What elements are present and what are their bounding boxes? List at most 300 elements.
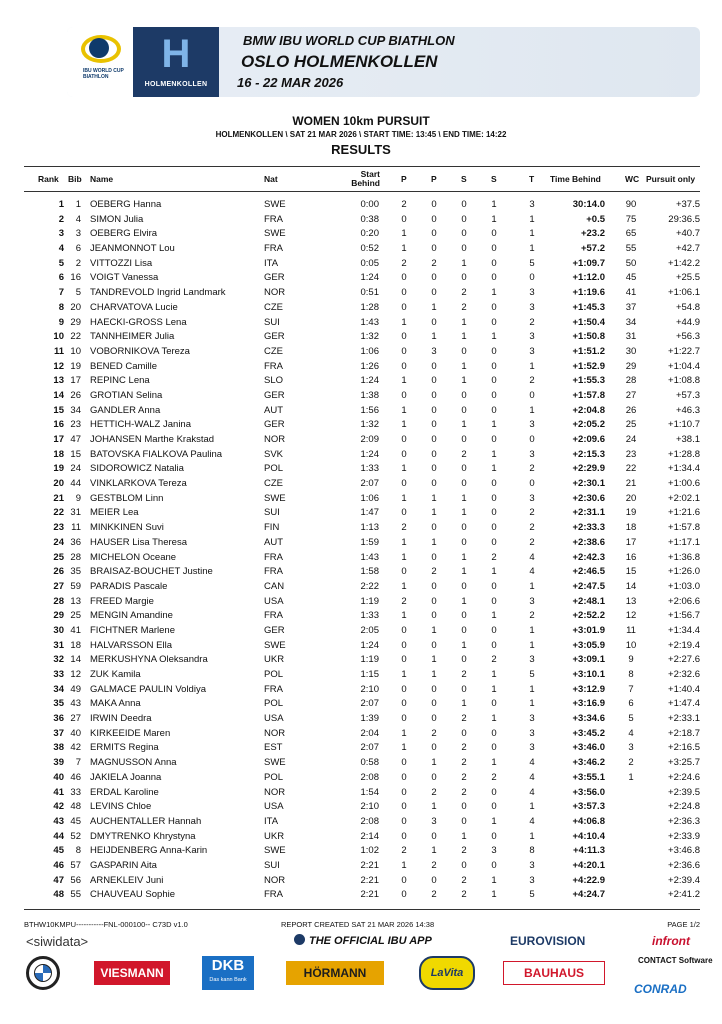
col-total: T (529, 173, 535, 184)
wc-points-cell: 10 (625, 639, 637, 651)
table-bottom-rule (24, 909, 700, 910)
pursuit-only-cell: +2:24.8 (668, 801, 700, 813)
col-standing-1: S (461, 173, 467, 184)
table-row (24, 595, 700, 610)
start-behind-cell: 1:28 (360, 301, 379, 313)
nation-code: SUI (264, 507, 280, 519)
standing-2-misses: 0 (491, 786, 497, 798)
bib-cell: 42 (70, 742, 81, 754)
nation-code: FRA (264, 683, 283, 695)
total-misses: 1 (529, 639, 535, 651)
bib-cell: 46 (70, 771, 81, 783)
athlete-name: VITTOZZI Lisa (90, 257, 153, 269)
prone-1-misses: 1 (401, 536, 407, 548)
start-behind-cell: 2:14 (360, 830, 379, 842)
prone-1-misses: 1 (401, 551, 407, 563)
time-behind-cell: +2:42.3 (572, 551, 605, 563)
col-nat: Nat (264, 173, 278, 184)
table-row (24, 257, 700, 272)
time-behind-cell: +3:01.9 (572, 624, 605, 636)
rank-cell: 22 (53, 507, 64, 519)
prone-2-misses: 0 (431, 419, 437, 431)
prone-1-misses: 1 (401, 727, 407, 739)
wc-points-cell: 17 (625, 536, 637, 548)
standing-1-misses: 0 (461, 815, 467, 827)
standing-2-misses: 0 (491, 272, 497, 284)
table-row (24, 462, 700, 477)
athlete-name: ERDAL Karoline (90, 786, 159, 798)
wc-points-cell: 20 (625, 492, 637, 504)
table-row (24, 536, 700, 551)
bib-cell: 17 (70, 375, 81, 387)
total-misses: 0 (529, 434, 535, 445)
athlete-name: HAECKI-GROSS Lena (90, 316, 187, 328)
prone-2-misses: 0 (431, 463, 437, 475)
holmenkollen-logo-text: HOLMENKOLLEN (144, 81, 208, 88)
total-misses: 5 (529, 889, 535, 901)
prone-1-misses: 0 (401, 771, 407, 783)
nation-code: SUI (264, 316, 280, 328)
start-behind-cell: 1:24 (360, 375, 379, 387)
report-code: BTHW10KMPU-----------FNL-000100-- C73D v1.0 (24, 920, 188, 929)
prone-1-misses: 2 (401, 595, 407, 607)
dkb-logo (202, 956, 254, 990)
event-title: WOMEN 10km PURSUIT (292, 114, 430, 128)
standing-2-misses: 0 (491, 228, 497, 240)
athlete-name: GROTIAN Selina (90, 389, 163, 401)
pursuit-only-cell: +42.7 (675, 243, 700, 255)
time-behind-cell: +1:45.3 (572, 301, 605, 313)
athlete-name: OEBERG Hanna (90, 199, 162, 210)
rank-cell: 23 (53, 522, 64, 534)
table-row (24, 727, 700, 742)
total-misses: 3 (529, 874, 535, 886)
pursuit-only-cell: +1:00.6 (668, 478, 700, 490)
bib-cell: 12 (70, 669, 81, 680)
wc-points-cell: 4 (628, 727, 634, 739)
prone-2-misses: 0 (431, 830, 437, 842)
rank-cell: 5 (58, 257, 64, 269)
hormann-logo: HÖRMANN (286, 961, 384, 985)
wc-points-cell: 29 (625, 360, 637, 372)
total-misses: 1 (529, 228, 535, 240)
prone-1-misses: 0 (401, 639, 407, 651)
rank-cell: 43 (53, 815, 64, 827)
table-row (24, 316, 700, 331)
standing-2-misses: 1 (491, 199, 497, 210)
pursuit-only-cell: +1:47.4 (668, 698, 700, 710)
eurovision-logo: EUROVISION (510, 934, 586, 948)
standing-2-misses: 0 (491, 698, 497, 710)
ibu-app-logo (294, 934, 432, 947)
prone-1-misses: 0 (401, 815, 407, 827)
standing-1-misses: 2 (461, 757, 467, 769)
prone-2-misses: 0 (431, 434, 437, 445)
rank-cell: 25 (53, 551, 64, 563)
wc-points-cell: 21 (625, 478, 637, 490)
bib-cell: 23 (70, 419, 81, 431)
wc-points-cell: 14 (625, 580, 637, 592)
table-row (24, 800, 700, 815)
standing-2-misses: 1 (491, 448, 497, 460)
start-behind-cell: 1:33 (360, 463, 379, 475)
nation-code: FRA (264, 243, 283, 255)
wc-points-cell: 15 (625, 566, 637, 578)
athlete-name: SIDOROWICZ Natalia (90, 463, 184, 475)
nation-code: GER (264, 331, 285, 343)
nation-code: POL (264, 698, 284, 710)
start-behind-cell: 1:59 (360, 536, 379, 548)
athlete-name: CHAUVEAU Sophie (90, 889, 176, 901)
nation-code: SWE (264, 845, 286, 857)
prone-1-misses: 0 (401, 757, 407, 769)
total-misses: 3 (529, 742, 535, 754)
prone-2-misses: 0 (431, 243, 437, 255)
standing-2-misses: 2 (491, 654, 497, 666)
standing-2-misses: 0 (491, 624, 497, 636)
prone-1-misses: 1 (401, 316, 407, 328)
start-behind-cell: 1:15 (360, 669, 379, 680)
prone-1-misses: 1 (401, 419, 407, 431)
total-misses: 1 (529, 580, 535, 592)
wc-points-cell: 1 (628, 771, 634, 783)
standing-2-misses: 1 (491, 669, 497, 680)
prone-2-misses: 0 (431, 551, 437, 563)
total-misses: 3 (529, 301, 535, 313)
nation-code: CZE (264, 301, 283, 313)
infront-logo: infront (652, 934, 690, 948)
standing-1-misses: 0 (461, 536, 467, 548)
athlete-name: LEVINS Chloe (90, 801, 152, 813)
total-misses: 1 (529, 404, 535, 416)
table-row (24, 683, 700, 698)
pursuit-only-cell: +2:41.2 (668, 889, 700, 901)
standing-1-misses: 2 (461, 287, 467, 299)
table-row (24, 521, 700, 536)
time-behind-cell: +1:50.4 (572, 316, 605, 328)
pursuit-only-cell: +1:36.8 (668, 551, 700, 563)
bib-cell: 13 (70, 595, 81, 607)
ibu-app-icon (294, 934, 305, 945)
nation-code: FRA (264, 551, 283, 563)
athlete-name: MEIER Lea (90, 507, 139, 519)
pursuit-only-cell: +38.1 (675, 434, 700, 445)
total-misses: 3 (529, 654, 535, 666)
nation-code: SWE (264, 492, 286, 504)
rank-cell: 4 (58, 243, 64, 255)
nation-code: FIN (264, 522, 280, 534)
athlete-name: GANDLER Anna (90, 404, 161, 416)
start-behind-cell: 1:13 (360, 522, 379, 534)
bib-cell: 28 (70, 551, 81, 563)
nation-code: SWE (264, 199, 286, 210)
rank-cell: 3 (58, 228, 64, 240)
contact-software-logo (634, 951, 713, 969)
wc-points-cell: 7 (628, 683, 634, 695)
standing-1-misses: 2 (461, 786, 467, 798)
time-behind-cell: +23.2 (580, 228, 605, 240)
total-misses: 3 (529, 859, 535, 871)
standing-1-misses: 2 (461, 713, 467, 725)
standing-2-misses: 1 (491, 713, 497, 725)
athlete-name: FICHTNER Marlene (90, 624, 175, 636)
contact-text: CONTACT Software (638, 955, 713, 965)
prone-2-misses: 2 (431, 727, 437, 739)
rank-cell: 41 (53, 786, 64, 798)
ibu-globe-icon (89, 38, 109, 58)
prone-2-misses: 0 (431, 389, 437, 401)
col-prone-1: P (401, 173, 407, 184)
wc-points-cell: 45 (625, 272, 637, 284)
standing-2-misses: 0 (491, 742, 497, 754)
nation-code: FRA (264, 360, 283, 372)
start-behind-cell: 2:21 (360, 874, 379, 886)
pursuit-only-cell: +1:57.8 (668, 522, 700, 534)
pursuit-only-cell: +2:24.6 (668, 771, 700, 783)
time-behind-cell: +1:55.3 (572, 375, 605, 387)
total-misses: 4 (529, 566, 535, 578)
standing-1-misses: 0 (461, 683, 467, 695)
pursuit-only-cell: +1:56.7 (668, 610, 700, 622)
time-behind-cell: +4:10.4 (572, 830, 605, 842)
table-row (24, 418, 700, 433)
nation-code: SLO (264, 375, 284, 387)
date-range: 16 - 22 MAR 2026 (237, 75, 344, 90)
rank-cell: 30 (53, 624, 64, 636)
total-misses: 1 (529, 801, 535, 813)
col-pursuit-only: Pursuit only (646, 173, 696, 184)
wc-points-cell: 22 (625, 463, 637, 475)
rank-cell: 9 (58, 316, 64, 328)
start-behind-cell: 2:21 (360, 859, 379, 871)
standing-1-misses: 1 (461, 507, 467, 519)
prone-2-misses: 2 (431, 859, 437, 871)
total-misses: 2 (529, 536, 535, 548)
bmw-roundel-icon (34, 964, 52, 982)
wc-points-cell: 27 (625, 389, 637, 401)
prone-2-misses: 1 (431, 301, 437, 313)
wc-points-cell: 30 (625, 345, 637, 357)
prone-2-misses: 2 (431, 786, 437, 798)
prone-1-misses: 0 (401, 448, 407, 460)
bib-cell: 7 (75, 757, 81, 769)
bib-cell: 40 (70, 727, 81, 739)
rank-cell: 15 (53, 404, 64, 416)
table-row (24, 756, 700, 771)
standing-1-misses: 2 (461, 771, 467, 783)
total-misses: 2 (529, 522, 535, 534)
table-row (24, 565, 700, 580)
prone-1-misses: 1 (401, 580, 407, 592)
prone-2-misses: 0 (431, 213, 437, 225)
wc-points-cell: 50 (625, 257, 637, 269)
start-behind-cell: 2:10 (360, 801, 379, 813)
nation-code: AUT (264, 404, 283, 416)
rank-cell: 6 (58, 272, 64, 284)
start-behind-cell: 2:09 (360, 434, 379, 445)
rank-cell: 2 (58, 213, 64, 225)
time-behind-cell: +1:52.9 (572, 360, 605, 372)
prone-2-misses: 1 (431, 757, 437, 769)
nation-code: SWE (264, 228, 286, 240)
results-table-header (24, 166, 700, 192)
nation-code: ITA (264, 815, 279, 827)
prone-2-misses: 0 (431, 448, 437, 460)
start-behind-cell: 2:08 (360, 771, 379, 783)
standing-2-misses: 1 (491, 889, 497, 901)
bib-cell: 9 (75, 492, 81, 504)
wc-points-cell: 12 (625, 610, 637, 622)
total-misses: 3 (529, 727, 535, 739)
table-row (24, 506, 700, 521)
standing-2-misses: 1 (491, 419, 497, 431)
standing-1-misses: 0 (461, 522, 467, 534)
time-behind-cell: +4:11.3 (573, 845, 605, 857)
athlete-name: HEIJDENBERG Anna-Karin (90, 845, 208, 857)
rank-cell: 18 (53, 448, 64, 460)
time-behind-cell: +1:19.6 (572, 287, 605, 299)
standing-1-misses: 1 (461, 595, 467, 607)
nation-code: GER (264, 419, 285, 431)
athlete-name: GESTBLOM Linn (90, 492, 164, 504)
table-row (24, 330, 700, 345)
bib-cell: 11 (71, 522, 81, 534)
nation-code: UKR (264, 830, 285, 842)
time-behind-cell: +1:57.8 (572, 389, 605, 401)
total-misses: 1 (529, 624, 535, 636)
athlete-name: VOIGT Vanessa (90, 272, 159, 284)
rank-cell: 26 (53, 566, 64, 578)
athlete-name: ERMITS Regina (90, 742, 159, 754)
total-misses: 1 (529, 830, 535, 842)
standing-2-misses: 0 (491, 507, 497, 519)
time-behind-cell: +1:12.0 (572, 272, 605, 284)
standing-1-misses: 2 (461, 874, 467, 886)
time-behind-cell: +4:24.7 (572, 889, 605, 901)
standing-2-misses: 3 (491, 845, 497, 857)
prone-1-misses: 0 (401, 287, 407, 299)
col-time-behind: Time Behind (550, 173, 601, 184)
rank-cell: 11 (53, 345, 64, 357)
table-row (24, 697, 700, 712)
standing-1-misses: 2 (461, 669, 467, 680)
athlete-name: MENGIN Amandine (90, 610, 173, 622)
athlete-name: HALVARSSON Ella (90, 639, 173, 651)
prone-1-misses: 0 (401, 331, 407, 343)
prone-2-misses: 0 (431, 228, 437, 240)
standing-2-misses: 1 (491, 757, 497, 769)
rank-cell: 29 (53, 610, 64, 622)
time-behind-cell: +3:45.2 (572, 727, 605, 739)
prone-1-misses: 1 (401, 492, 407, 504)
wc-points-cell: 28 (625, 375, 637, 387)
nation-code: SWE (264, 757, 286, 769)
prone-2-misses: 0 (431, 595, 437, 607)
wc-points-cell (619, 874, 643, 889)
total-misses: 3 (529, 419, 535, 431)
dkb-text: DKB (211, 957, 245, 974)
total-misses: 3 (529, 287, 535, 299)
standing-2-misses: 0 (491, 375, 497, 387)
pursuit-only-cell: +1:34.4 (668, 463, 700, 475)
wc-points-cell: 8 (628, 669, 634, 680)
pursuit-only-cell: +2:33.9 (668, 830, 700, 842)
rank-cell: 37 (53, 727, 64, 739)
bib-cell: 56 (70, 874, 81, 886)
start-behind-cell: 1:56 (360, 404, 379, 416)
nation-code: GER (264, 624, 285, 636)
standing-1-misses: 0 (461, 610, 467, 622)
prone-2-misses: 2 (431, 257, 437, 269)
start-behind-cell: 2:07 (360, 742, 379, 754)
athlete-name: REPINC Lena (90, 375, 150, 387)
time-behind-cell: +2:46.5 (572, 566, 605, 578)
pursuit-only-cell: +57.3 (675, 389, 700, 401)
table-row (24, 830, 700, 845)
table-row (24, 786, 700, 801)
table-row (24, 404, 700, 419)
pursuit-only-cell: +2:18.7 (668, 727, 700, 739)
ibu-app-text: THE OFFICIAL IBU APP (309, 935, 432, 947)
athlete-name: HETTICH-WALZ Janina (90, 419, 191, 431)
prone-2-misses: 1 (431, 654, 437, 666)
standing-1-misses: 1 (461, 257, 467, 269)
total-misses: 4 (529, 771, 535, 783)
rank-cell: 34 (53, 683, 64, 695)
table-row (24, 712, 700, 727)
standing-1-misses: 1 (461, 331, 467, 343)
conrad-logo: CONRAD (634, 982, 687, 996)
nation-code: NOR (264, 727, 286, 739)
prone-1-misses: 0 (401, 889, 407, 901)
table-row (24, 844, 700, 859)
ibu-logo-text: IBU WORLD CUP BIATHLON (83, 68, 124, 80)
wc-points-cell (619, 830, 643, 845)
wc-points-cell: 25 (625, 419, 637, 431)
standing-1-misses: 1 (461, 316, 467, 328)
start-behind-cell: 1:43 (360, 551, 379, 563)
athlete-name: HAUSER Lisa Theresa (90, 536, 187, 548)
wc-points-cell: 23 (625, 448, 637, 460)
table-row (24, 389, 700, 404)
time-behind-cell: +4:22.9 (572, 874, 605, 886)
athlete-name: GALMACE PAULIN Voldiya (90, 683, 206, 695)
rank-cell: 31 (53, 639, 64, 651)
standing-1-misses: 1 (461, 375, 467, 387)
wc-points-cell (619, 859, 643, 874)
table-row (24, 609, 700, 624)
prone-1-misses: 1 (401, 742, 407, 754)
total-misses: 0 (529, 389, 535, 401)
bib-cell: 47 (70, 434, 81, 445)
nation-code: CAN (264, 580, 285, 592)
standing-2-misses: 0 (491, 801, 497, 813)
total-misses: 4 (529, 786, 535, 798)
rank-cell: 28 (53, 595, 64, 607)
start-behind-cell: 2:07 (360, 478, 379, 490)
table-row (24, 859, 700, 874)
standing-2-misses: 0 (491, 830, 497, 842)
rank-cell: 39 (53, 757, 64, 769)
rank-cell: 35 (53, 698, 64, 710)
standing-2-misses: 0 (491, 345, 497, 357)
pursuit-only-cell: +3:25.7 (668, 757, 700, 769)
prone-2-misses: 3 (431, 345, 437, 357)
event-subtitle: HOLMENKOLLEN \ SAT 21 MAR 2026 \ START TIME: 13:45 \ END TIME: 14:22 (215, 130, 507, 139)
rank-cell: 33 (53, 669, 64, 680)
wc-points-cell: 37 (625, 301, 637, 313)
time-behind-cell: +2:09.6 (572, 434, 605, 445)
